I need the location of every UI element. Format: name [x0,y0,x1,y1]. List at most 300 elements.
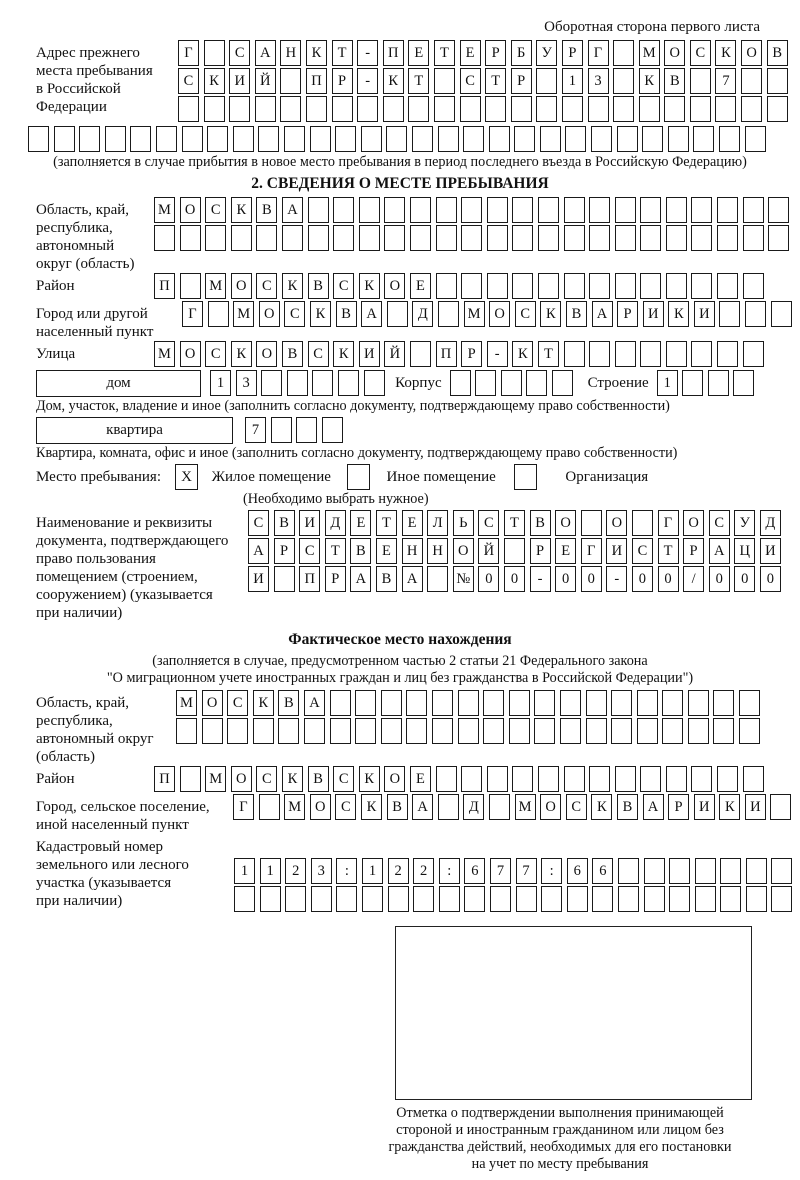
char-box [693,126,714,152]
char-box [274,566,295,592]
char-box [538,766,559,792]
char-box [691,197,712,223]
char-box [637,718,658,744]
char-box [688,718,709,744]
doc-block [36,510,800,622]
char-box [615,766,636,792]
char-box: К [253,690,274,716]
char-box: С [229,40,250,66]
fact-oblast-row-1 [176,690,765,716]
char-box [490,886,511,912]
char-box [336,886,357,912]
checkbox-organizatsiya[interactable] [514,464,537,490]
dom-type-box: дом [36,370,201,397]
char-box: В [308,273,329,299]
char-box [669,858,690,884]
char-box: С [709,510,730,536]
char-box: А [255,40,276,66]
char-box: 2 [413,858,434,884]
kvartira-block [36,417,800,445]
char-box [739,690,760,716]
char-box [501,370,522,396]
char-box [487,273,508,299]
char-box [588,96,609,122]
char-box: И [694,301,715,327]
char-box: 7 [245,417,266,443]
char-box [412,126,433,152]
char-box [384,197,405,223]
gorod-block [36,301,800,341]
char-box: С [284,301,305,327]
char-box [564,766,585,792]
char-box [432,690,453,716]
char-box: У [536,40,557,66]
char-box: С [205,341,226,367]
char-box: О [555,510,576,536]
char-box [767,96,788,122]
kadastr-label: Кадастровый номер земельного или лесного участка (указывается при наличии) [36,839,189,909]
char-box [691,766,712,792]
char-box [640,273,661,299]
char-box [489,126,510,152]
char-box [256,225,277,251]
char-box: А [412,794,433,820]
char-box: Д [760,510,781,536]
char-box: О [489,301,510,327]
kadastr-row-1 [234,858,797,884]
char-box [615,273,636,299]
char-box: Р [683,538,704,564]
char-box: Р [325,566,346,592]
char-box [284,126,305,152]
char-box [253,718,274,744]
char-box [564,197,585,223]
char-box [743,273,764,299]
doc-label: Наименование и реквизиты документа, подтверждающего право пользования помещением (строением, сооружением) (указывается при наличии) [36,515,229,621]
char-box [512,225,533,251]
mesto-option-zhiloe: Жилое помещение [211,468,331,485]
char-box: И [229,68,250,94]
char-box [255,96,276,122]
char-box: П [154,273,175,299]
fact-oblast-block [36,690,800,766]
char-box [436,225,457,251]
dom-block [36,370,800,398]
char-box [475,370,496,396]
char-box [259,794,280,820]
char-box [640,341,661,367]
char-box: А [282,197,303,223]
rayon-label: Район [36,278,75,294]
char-box: 0 [632,566,653,592]
char-box: Т [658,538,679,564]
char-box: М [464,301,485,327]
char-box [666,197,687,223]
char-box: : [336,858,357,884]
char-box [461,766,482,792]
char-box: В [767,40,788,66]
char-box [436,766,457,792]
char-box [208,301,229,327]
char-box: П [383,40,404,66]
char-box [410,197,431,223]
stroenie-row [657,370,759,396]
char-box [461,273,482,299]
char-box: С [333,766,354,792]
char-box [632,510,653,536]
char-box [717,273,738,299]
char-box: К [204,68,225,94]
char-box: М [639,40,660,66]
char-box [719,301,740,327]
kadastr-row-2 [234,886,797,912]
char-box [176,718,197,744]
char-box: - [357,68,378,94]
char-box: К [668,301,689,327]
char-box [335,126,356,152]
ulitsa-block [36,341,800,369]
char-box: К [361,794,382,820]
char-box [741,96,762,122]
prev-address-block [36,40,800,124]
char-box: В [336,301,357,327]
char-box [589,766,610,792]
char-box [359,225,380,251]
fact-title: Фактическое место нахождения [288,631,512,648]
oblast-row-2 [154,225,794,251]
char-box [387,301,408,327]
char-box: А [709,538,730,564]
char-box [682,370,703,396]
char-box [666,225,687,251]
korpus-label: Корпус [395,375,442,391]
char-box [489,794,510,820]
char-box [743,341,764,367]
char-box: Г [182,301,203,327]
gorod-row [182,301,796,327]
char-box [586,718,607,744]
char-box [770,794,791,820]
char-box [436,273,457,299]
char-box: В [278,690,299,716]
char-box: К [383,68,404,94]
char-box: Г [658,510,679,536]
char-box [618,858,639,884]
char-box [717,197,738,223]
char-box: В [387,794,408,820]
char-box [355,718,376,744]
char-box: 6 [567,858,588,884]
char-box [745,126,766,152]
char-box [512,766,533,792]
char-box: - [530,566,551,592]
char-box: Ь [453,510,474,536]
char-box: Е [350,510,371,536]
char-box: С [566,794,587,820]
char-box: И [248,566,269,592]
char-box: В [530,510,551,536]
char-box [434,96,455,122]
char-box: К [306,40,327,66]
char-box: К [719,794,740,820]
dom-number-row [210,370,389,396]
char-box [357,96,378,122]
char-box [669,886,690,912]
char-box: Д [463,794,484,820]
char-box: 7 [516,858,537,884]
char-box [205,225,226,251]
dom-caption: Дом, участок, владение и иное (заполнить согласно документу, подтверждающему право собственности) [36,398,670,414]
char-box [434,68,455,94]
char-box [413,886,434,912]
char-box [381,718,402,744]
char-box: О [256,341,277,367]
char-box [322,417,343,443]
char-box [408,96,429,122]
doc-row-2 [248,538,785,564]
kvartira-caption: Квартира, комната, офис и иное (заполнить согласно документу, подтверждающему право собственности) [36,445,678,461]
char-box [565,126,586,152]
char-box: М [284,794,305,820]
char-box [719,126,740,152]
char-box [666,273,687,299]
char-box: К [282,766,303,792]
fact-oblast-label: Область, край, республика, автономный округ (область) [36,695,154,765]
char-box [564,225,585,251]
char-box: 3 [311,858,332,884]
char-box: А [402,566,423,592]
char-box [202,718,223,744]
char-box: С [478,510,499,536]
char-box [234,886,255,912]
char-box [487,766,508,792]
char-box [461,225,482,251]
char-box: Р [274,538,295,564]
char-box: Т [538,341,559,367]
char-box [227,718,248,744]
char-box: Е [555,538,576,564]
char-box: В [350,538,371,564]
char-box [538,273,559,299]
char-box [485,96,506,122]
char-box: Т [376,510,397,536]
char-box [229,96,250,122]
char-box: : [541,858,562,884]
char-box [483,718,504,744]
char-box: 1 [657,370,678,396]
char-box: М [154,341,175,367]
kvartira-type-box: квартира [36,417,233,444]
char-box: Н [402,538,423,564]
char-box [271,417,292,443]
char-box [432,718,453,744]
char-box: Н [280,40,301,66]
char-box [642,126,663,152]
char-box [296,417,317,443]
char-box: 1 [362,858,383,884]
char-box [355,690,376,716]
char-box [410,225,431,251]
char-box [613,40,634,66]
char-box [338,370,359,396]
char-box [261,370,282,396]
char-box [538,225,559,251]
stroenie-label: Строение [587,375,649,391]
char-box: Р [511,68,532,94]
char-box: А [304,690,325,716]
section2-title: 2. СВЕДЕНИЯ О МЕСТЕ ПРЕБЫВАНИЯ [251,175,549,192]
char-box [362,886,383,912]
char-box [591,126,612,152]
mesto-option-inoe: Иное помещение [386,468,496,485]
char-box: 1 [234,858,255,884]
char-box: М [233,301,254,327]
prev-address-row-1 [178,40,792,66]
char-box [487,197,508,223]
char-box: Г [233,794,254,820]
char-box [509,718,530,744]
char-box: Ц [734,538,755,564]
char-box [715,96,736,122]
char-box: В [256,197,277,223]
char-box: Е [460,40,481,66]
char-box [154,225,175,251]
char-box [180,225,201,251]
char-box: С [256,766,277,792]
char-box [691,225,712,251]
char-box [746,886,767,912]
char-box: 0 [709,566,730,592]
char-box [458,690,479,716]
char-box: Р [461,341,482,367]
checkbox-zhiloe[interactable]: X [175,464,198,490]
char-box [438,794,459,820]
char-box: М [176,690,197,716]
char-box [361,126,382,152]
char-box: Р [668,794,689,820]
char-box [460,96,481,122]
char-box: : [439,858,460,884]
char-box [28,126,49,152]
char-box [406,718,427,744]
char-box: - [606,566,627,592]
char-box [615,225,636,251]
char-box [640,766,661,792]
char-box [560,690,581,716]
fact-rayon-label: Район [36,771,75,787]
char-box: О [453,538,474,564]
char-box: М [515,794,536,820]
char-box: 7 [715,68,736,94]
fact-gorod-block [36,794,800,834]
char-box [332,96,353,122]
char-box: А [643,794,664,820]
char-box [504,538,525,564]
char-box [333,225,354,251]
char-box: Й [255,68,276,94]
char-box [717,766,738,792]
char-box: А [592,301,613,327]
oblast-label: Область, край, республика, автономный округ (область) [36,202,135,272]
char-box: С [308,341,329,367]
mark-box-caption: Отметка о подтверждении выполнения принимающей стороной и иностранным гражданином или лицом без гражданства действий, необходимых для его постановки на учет по месту пребывания [388,1105,732,1172]
char-box [204,40,225,66]
char-box: 0 [478,566,499,592]
char-box [536,96,557,122]
char-box [130,126,151,152]
char-box [534,690,555,716]
char-box [278,718,299,744]
char-box [695,886,716,912]
char-box: О [202,690,223,716]
char-box [617,126,638,152]
char-box: У [734,510,755,536]
char-box: Т [325,538,346,564]
char-box [156,126,177,152]
char-box: Р [530,538,551,564]
char-box [564,341,585,367]
char-box: С [460,68,481,94]
char-box [304,718,325,744]
char-box [639,96,660,122]
char-box: Р [332,68,353,94]
char-box [589,341,610,367]
char-box: С [256,273,277,299]
char-box [509,690,530,716]
char-box: О [180,341,201,367]
gorod-label: Город или другой населенный пункт [36,306,154,340]
char-box: 0 [734,566,755,592]
char-box [644,886,665,912]
mark-box [395,926,752,1100]
char-box [536,68,557,94]
char-box: С [690,40,711,66]
char-box: 6 [464,858,485,884]
char-box: Т [485,68,506,94]
char-box: С [299,538,320,564]
char-box: А [248,538,269,564]
char-box: О [231,766,252,792]
char-box: 2 [388,858,409,884]
char-box: 1 [210,370,231,396]
char-box [384,225,405,251]
char-box [260,886,281,912]
char-box [511,96,532,122]
char-box [746,858,767,884]
oblast-row-1 [154,197,794,223]
prev-address-label: Адрес прежнего места пребывания в Российской Федерации [36,45,153,115]
prev-address-row-3 [178,96,792,122]
char-box [564,273,585,299]
char-box [717,225,738,251]
char-box [720,858,741,884]
char-box [691,341,712,367]
char-box [741,68,762,94]
checkbox-inoe[interactable] [347,464,370,490]
char-box: 2 [285,858,306,884]
prev-address-caption: (заполняется в случае прибытия в новое место пребывания в период последнего въезда в Российскую Федерацию) [53,154,747,170]
char-box [560,718,581,744]
char-box [207,126,228,152]
char-box [562,96,583,122]
char-box: В [617,794,638,820]
char-box [640,197,661,223]
char-box [771,301,792,327]
char-box [552,370,573,396]
char-box [439,886,460,912]
char-box: С [205,197,226,223]
prev-address-row-2 [178,68,792,94]
